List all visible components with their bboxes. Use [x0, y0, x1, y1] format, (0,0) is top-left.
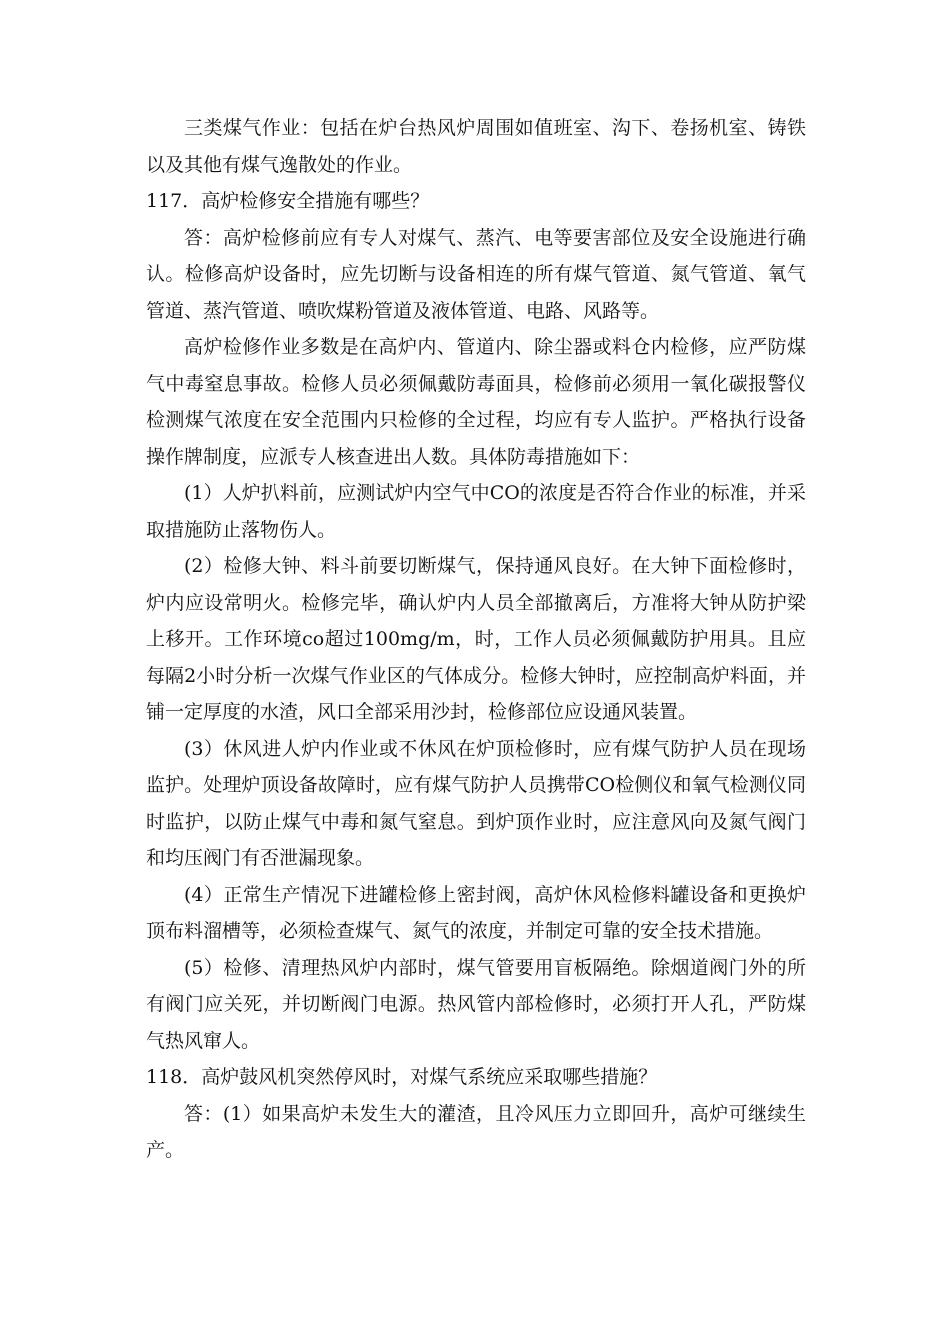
paragraph-gas-work-class-3: 三类煤气作业：包括在炉台热风炉周围如值班室、沟下、卷扬机室、铸铁以及其他有煤气逸散处的作业。	[146, 117, 806, 176]
question-118: 118．高炉鼓风机突然停风时，对煤气系统应采取哪些措施？	[146, 1066, 658, 1088]
measure-2: (2）检修大钟、料斗前要切断煤气，保持通风良好。在大钟下面检修时，炉内应设常明火。检修完毕，确认炉内人员全部撤离后，方准将大钟从防护梁上移开。工作环境co超过100mg/m，时，工作人员必须佩戴防护用具。且应每隔2小时分析一次煤气作业区的气体成分。检修大钟时，应控制高炉料面，并铺一定厚度的水渣，风口全部采用沙封，检修部位应设通风装置。	[146, 555, 806, 723]
measure-1: (1）人炉扒料前，应测试炉内空气中CO的浓度是否符合作业的标准，并采取措施防止落物伤人。	[146, 482, 806, 541]
measure-5: (5）检修、清理热风炉内部时，煤气管要用盲板隔绝。除烟道阀门外的所有阀门应关死，并切断阀门电源。热风管内部检修时，必须打开人孔，严防煤气热风窜人。	[146, 956, 806, 1052]
question-117: 117．高炉检修安全措施有哪些？	[146, 190, 430, 212]
measure-4: (4）正常生产情况下进罐检修上密封阀，高炉休风检修料罐设备和更换炉顶布料溜槽等，必须检查煤气、氮气的浓度，并制定可靠的安全技术措施。	[146, 883, 806, 942]
answer-118-1: 答：(1）如果高炉未发生大的灌渣，且冷风压力立即回升，高炉可继续生产。	[146, 1102, 806, 1161]
measure-3: (3）休风进人炉内作业或不休风在炉顶检修时，应有煤气防护人员在现场监护。处理炉顶设备故障时，应有煤气防护人员携带CO检侧仪和氧气检测仪同时监护，以防止煤气中毒和氮气窒息。到炉顶作业时，应注意风向及氮气阀门和均压阀门有否泄漏现象。	[146, 737, 806, 869]
document-body	[146, 110, 806, 1169]
answer-117-intro: 答：高炉检修前应有专人对煤气、蒸汽、电等要害部位及安全设施进行确认。检修高炉设备时，应先切断与设备相连的所有煤气管道、氮气管道、氧气管道、蒸汽管道、喷吹煤粉管道及液体管道、电路、风路等。	[146, 226, 806, 322]
answer-117-overview: 高炉检修作业多数是在高炉内、管道内、除尘器或料仓内检修，应严防煤气中毒窒息事故。检修人员必须佩戴防毒面具，检修前必须用一氧化碳报警仪检测煤气浓度在安全范围内只检修的全过程，均应有专人监护。严格执行设备操作牌制度，应派专人核查进出人数。具体防毒措施如下：	[146, 336, 806, 468]
